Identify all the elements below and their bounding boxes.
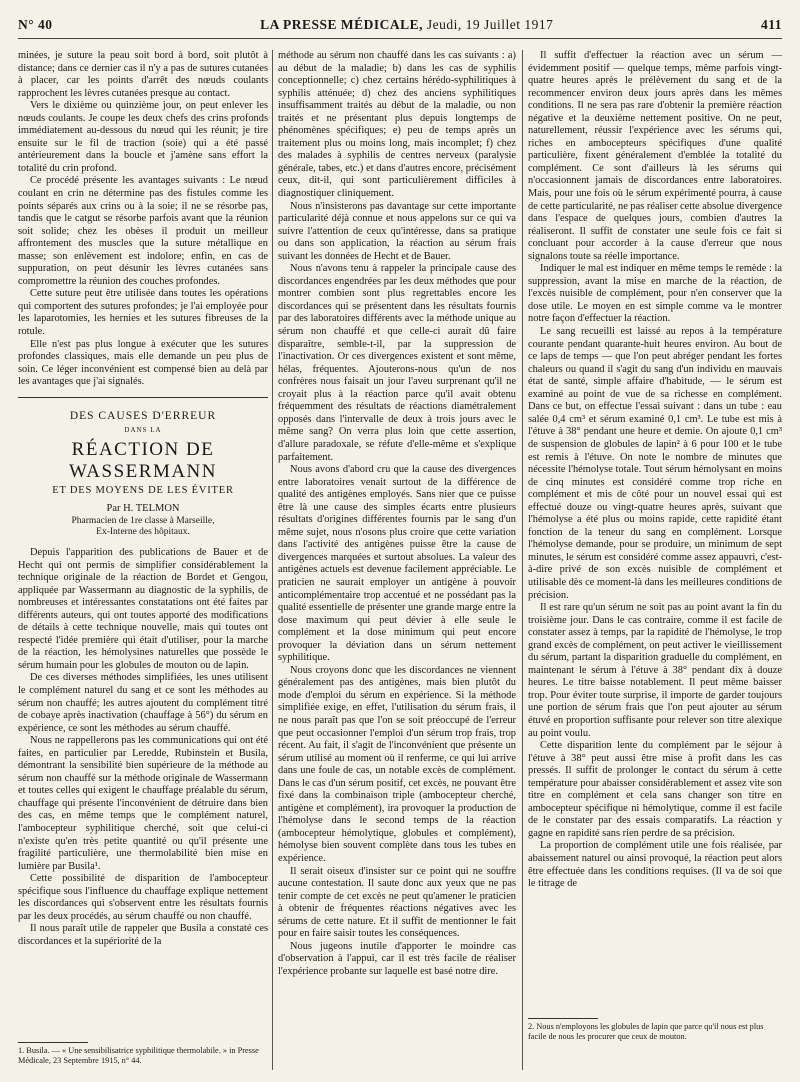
paragraph: Nous avons d'abord cru que la cause des divergences entre laboratoires venait surtout de la différence de qualité des antigènes employés. Sans nier que ce puisse être là une cause des simples écarts entre plusieurs résultats d'origines différentes fournis par le sang d'un même sujet, nous n'osons plus croire que cette variation dans l'activité des antigènes puisse être la cause de divergences marquées et surtout absolues. La valeur des antigènes actuels est devenue facilement appréciable. Le praticien ne saurait employer un antigène à pouvoir anticomplémentaire trop accentué et ne possédant pas la qualité essentielle de présenter une grande marge entre la dose maximum qui peut dévier à elle seule le complément et la dose minimum qui peut encore provoquer la déviation dans un sérum nettement syphilitique. [278, 464, 516, 664]
author-affiliation-2: Ex-Interne des hôpitaux. [96, 527, 190, 538]
article-title-line-1: DES CAUSES D'ERREUR [69, 409, 217, 422]
paragraph: Cette suture peut être utilisée dans toutes les opérations qui comportent des sutures profondes; je l'ai employée pour les laparotomies, les hernies et les sutures fibreuses de la rotule. [18, 288, 268, 338]
paragraph: Indiquer le mal est indiquer en même temps le remède : la suppression, avant la mise en marche de la réaction, de l'excès nuisible de complément, pour n'en conserver que la dose utile. Le moyen en est simple comme va le montrer notre façon d'effectuer la réaction. [528, 263, 782, 325]
column-1 [18, 50, 268, 948]
article-title-block [18, 410, 268, 539]
author-affiliation-1: Pharmacien de 1re classe à Marseille, [71, 515, 215, 526]
paragraph: Il est rare qu'un sérum ne soit pas au point avant la fin du troisième jour. Dans le cas contraire, comme il est facile de constater assez à temps, par la rapidité de l'hémolyse, le trop grand excès de complément, on peut activer le vieillissement du sérum, partant la disparition graduelle du complément, en maintenant le sérum à l'étuve à 38° pendant dix à douze heures. Le titre baisse notablement. Il peut même baisser trop. Pour éviter toute surprise, il importe de garder toujours une portion de sérum frais que l'on peut ajouter au sérum étuvé en proportion suffisante pour relever son titre alexique au point voulu. [528, 602, 782, 739]
paragraph: Nous croyons donc que les discordances ne viennent généralement pas des antigènes, mais bien plutôt du mode d'emploi du sérum en expérience. Si la méthode simplifiée exige, en effet, l'utilisation du sérum frais, il ne nous paraît pas que l'on se soit préoccupé de l'erreur que peut occasionner l'emploi d'un sérum trop frais, trop récent. Au fait, il s'agit de l'inconvénient que présente un sérum utilisé au moment où il renferme, ce qui lui arrive dans une foule de cas, un notable excès de complément. Dans le cas d'un sérum positif, cet excès, ne pouvant être fixé dans la combinaison triple (ambocepteur cherché, antigène et complément), ira provoquer la production de l'hémolyse dans le second temps de la réaction (ambocepteur hémolytique, globules et complément), hémolyse bien souvent complète dans tous les tubes en expérience. [278, 664, 516, 864]
paragraph: Nous n'insisterons pas davantage sur cette importante particularité déjà connue et nous appelons sur ce qui va suivre l'attention de ceux qu'intéresse, dans sa pratique ou dans son application, la réaction au sérum frais suivant les données de Hecht et de Bauer. [278, 200, 516, 262]
paragraph: Cette possibilité de disparition de l'ambocepteur spécifique sous l'influence du chauffage explique nettement les discordances qui s'observent entre les résultats fournis par les deux procédés, au sérum chauffé ou non chauffé. [18, 873, 268, 922]
paragraph: Il nous paraît utile de rappeler que Busila a constaté ces discordances et la supériorité de la [18, 923, 268, 947]
paragraph: Il suffit d'effectuer la réaction avec un sérum — évidemment positif — quelque temps, même parfois vingt-quatre heures après le prélèvement du sang et de la recommencer environ deux jours après dans les mêmes conditions. Il ne sera pas rare d'obtenir la première réaction négative et la deuxième nettement positive. On ne peut, naturellement, réussir l'expérience avec les sérums qui, riches en ambocepteurs spécifiques d'une qualité particulière, fixent généralement d'emblée la totalité du complément. Ce sont d'ailleurs là les sérums qui n'occasionnent jamais de discordances entre laboratoires. Mais, pour une fois où le sérum expérimenté pourra, à cause de cette particularité, ne pas réaliser cette absolue divergence dans l'espace de quelques jours, combien d'autres la réaliseront. Il suffit de constater une seule fois ce fait si concluant pour accorder à la cause d'erreur que nous signalons toute sa réelle importance. [528, 50, 782, 262]
paragraph: La proportion de complément utile une fois réalisée, par abaissement naturel ou ainsi provoqué, la réaction peut alors être effectuée dans les conditions requises. (Il va de soi que le titrage de [528, 840, 782, 890]
page-number: 411 [760, 17, 782, 32]
footnote-rule [528, 1018, 598, 1019]
column-divider-2 [522, 50, 523, 1070]
paragraph: Vers le dixième ou quinzième jour, on peut enlever les nœuds coulants. Je coupe les deux chefs des crins profonds immédiatement au-dessous du nœud qui les réunit; je tire ensuite sur le fil de traction (soie) qui a été passé antérieurement dans la boucle et j'amène sans effort la totalité du crin profond. [18, 100, 268, 174]
journal-masthead [260, 17, 553, 33]
paragraph: minées, je suture la peau soit bord à bord, soit plutôt à distance; dans ce dernier cas il n'y a pas de sutures cutanées à placer, car les points d'arrêt des nœuds coulants rapprochent les lèvres cutanées presque au contact. [18, 50, 268, 99]
footnote-rule [18, 1042, 88, 1043]
article-separator [18, 397, 268, 398]
article-title-line-2: DANS LA [124, 426, 162, 435]
paragraph: Nous n'avons tenu à rappeler la principale cause des discordances engendrées par les deux méthodes que pour montrer combien sont plus regrettables encore les discordances qui se présentent dans les résultats fournis par des laboratoires différents avec la méthode unique au sérum non chauffé et que celle-ci aurait dû faire disparaître, semble-t-il, par la suppression de l'inactivation. Or ces divergences existent et sont même, hélas, fréquentes. Ajouterons-nous qu'un de nos confrères nous faisait un jour l'aveu surprenant qu'il ne croyait plus à la réaction parce qu'il avait obtenu fréquemment des résultats de réactions diamétralement opposés dans l'intervalle de deux à trois jours avec le même sang? On verra plus loin que cette assertion, d'allure paradoxale, se réfute d'elle-même et s'explique parfaitement. [278, 263, 516, 463]
paragraph: Le sang recueilli est laissé au repos à la température courante pendant quarante-huit heures environ. Au bout de ce laps de temps — que l'on peut abréger pendant les fortes chaleurs ou quand il s'agit du sang d'un individu en mauvais état de santé, simple affaire d'habitude, — le sérum est examiné au point de vue de sa richesse en complément. Dans ce but, on effectue l'essai suivant : dans un tube : eau salée 0,4 cm³ et sérum examiné 0,1 cm³. Le tube est mis à l'étuve à 38° pendant une heure et demie. On ajoute 0,1 cm³ de suspension de globules de lapin² à 6 pour 100 et le tube est remis à l'étuve. On note le nombre de minutes que nécessite l'hémolyse totale. Tout sérum hémolysant en moins de cinq minutes est considéré comme trop riche en complément et mis de côté pour un nouvel essai qui est effectué douze ou vingt-quatre heures après, suivant que l'hémolyse a été plus ou moins rapide, cette rapidité étant fonction de la teneur du sang en complément. Lorsque l'hémolyse demande, pour se produire, un minimum de sept minutes, le sérum est considéré comme assez appauvri, c'est-à-dire privé de son excès nuisible de complément et utilisable dès ce moment-là dans les meilleures conditions de précision. [528, 326, 782, 601]
footnote-1 [18, 1036, 268, 1066]
paragraph: Ce procédé présente les avantages suivants : Le nœud coulant en crin ne détermine pas des fistules comme les points séparés aux crins ou à la soie; il ne se résorbe pas, tandis que le catgut se résorbe parfois avant que la réunion soit solide; chez les obèses il produit un meilleur affrontement des muscles que la suture métallique en masse; son enlèvement est indolore; enfin, en cas de suppuration, on peut désunir les lèvres cutanées sans compromettre la réunion des couches profondes. [18, 175, 268, 287]
paragraph: De ces diverses méthodes simplifiées, les unes utilisent le complément naturel du sang et ce sont les méthodes au sérum non chauffé; les autres ajoutent du complément titré de cobaye après inactivation (chauffage à 56°) du sérum en expérience, ce sont les méthodes au sérum chauffé. [18, 672, 268, 734]
column-divider-1 [272, 50, 273, 1070]
footnote-2 [528, 1012, 782, 1042]
paragraph: Elle n'est pas plus longue à exécuter que les sutures profondes classiques, mais elle demande un peu plus de soin. Ce léger inconvénient est compensé bien au delà par les avantages que j'ai signalés. [18, 338, 268, 388]
issue-number: N° 40 [18, 17, 53, 32]
article-title-main: RÉACTION DE WASSERMANN [68, 438, 218, 482]
paragraph: Il serait oiseux d'insister sur ce point qui ne souffre aucune contestation. Il saute donc aux yeux que ne pas tenir compte de cet excès ne peut qu'amener le praticien à obtenir de fréquentes réactions négatives avec les sérums de cette nature. Et il suffit de mentionner le fait pour en faire saisir toutes les conséquences. [278, 865, 516, 940]
paragraph: Nous jugeons inutile d'apporter le moindre cas d'observation à l'appui, car il est très facile de réaliser l'expérience probante sur laquelle est basé notre dire. [278, 940, 516, 977]
paragraph: méthode au sérum non chauffé dans les cas suivants : a) au début de la maladie; b) dans les cas de syphilis conceptionnelle; c) chez certains hérédo-syphilitiques à syphilis atténuée; d) chez des anciens syphilitiques insuffisamment traités au début de la maladie, ou non traités et ne présentant plus depuis longtemps de phénomènes spécifiques; e) peu de temps après un traitement plus ou moins long, mais incomplet; f) chez des malades à syphilis de centres nerveux (paralysie générale, tabes, etc.) et dans d'autres encore, précisément ceux, dit-il, qui sont particulièrement difficiles à diagnostiquer cliniquement. [278, 50, 516, 200]
column-2 [278, 50, 516, 978]
paragraph: Depuis l'apparition des publications de Bauer et de Hecht qui ont permis de simplifier considérablement la technique originale de la réaction de Bordet et Gengou, appliquée par Wassermann au diagnostic de la syphilis, de nombreuses et intéressantes constatations ont été faites par différents auteurs, qui ont toutes apporté des modifications de détails à cette technique nouvelle, mais qui toutes ont respecté l'idée première qui était d'utiliser, pour la marche de la réaction, les hémolysines naturelles que possède le sérum humain pour les globules de mouton ou de lapin. [18, 546, 268, 671]
page-header [18, 12, 782, 39]
article-subtitle: ET DES MOYENS DE LES ÉVITER [52, 484, 234, 496]
footnote-text: 1. Busila. — « Une sensibilisatrice syphilitique thermolabile. » in Presse Médicale, 23 Septembre 1915, n° 44. [18, 1046, 259, 1065]
paragraph: Nous ne rappellerons pas les communications qui ont été faites, en particulier par Leredde, Rubinstein et Busila, démontrant la sensibilité bien supérieure de la méthode au sérum non chauffé sur la méthode originale de Wassermann et toutes celles qui exigent le chauffage préalable du sérum, chauffage qui présente l'inconvénient de détruire dans bien des cas, en même temps que le complément naturel, l'ambocepteur syphilitique cherché, soit que celui-ci n'existe qu'en très petite quantité ou qu'il présente une fragilité particulière, une thermolabilité bien mise en lumière par Busila¹. [18, 735, 268, 872]
issue-date: Jeudi, 19 Juillet 1917 [426, 17, 554, 32]
paragraph: Cette disparition lente du complément par le séjour à l'étuve à 38° peut aussi être mise à profit dans les cas pressés. Il suffit de prolonger le contact du sérum à cette température pour abaisser considérablement et assez vite son titre en complément et cela sans changer son titre en ambocepteur spécifique ni hémolytique, comme il est facile de le constater par des essais comparatifs. La réaction y gagne en rapidité sans rien perdre de sa précision. [528, 740, 782, 839]
journal-title: LA PRESSE MÉDICALE, [260, 17, 424, 32]
column-3 [528, 50, 782, 891]
article-author: Par H. TELMON [106, 503, 180, 515]
footnote-text: 2. Nous n'employons les globules de lapin que parce qu'il nous est plus facile de nous les procurer que ceux de mouton. [528, 1022, 764, 1041]
